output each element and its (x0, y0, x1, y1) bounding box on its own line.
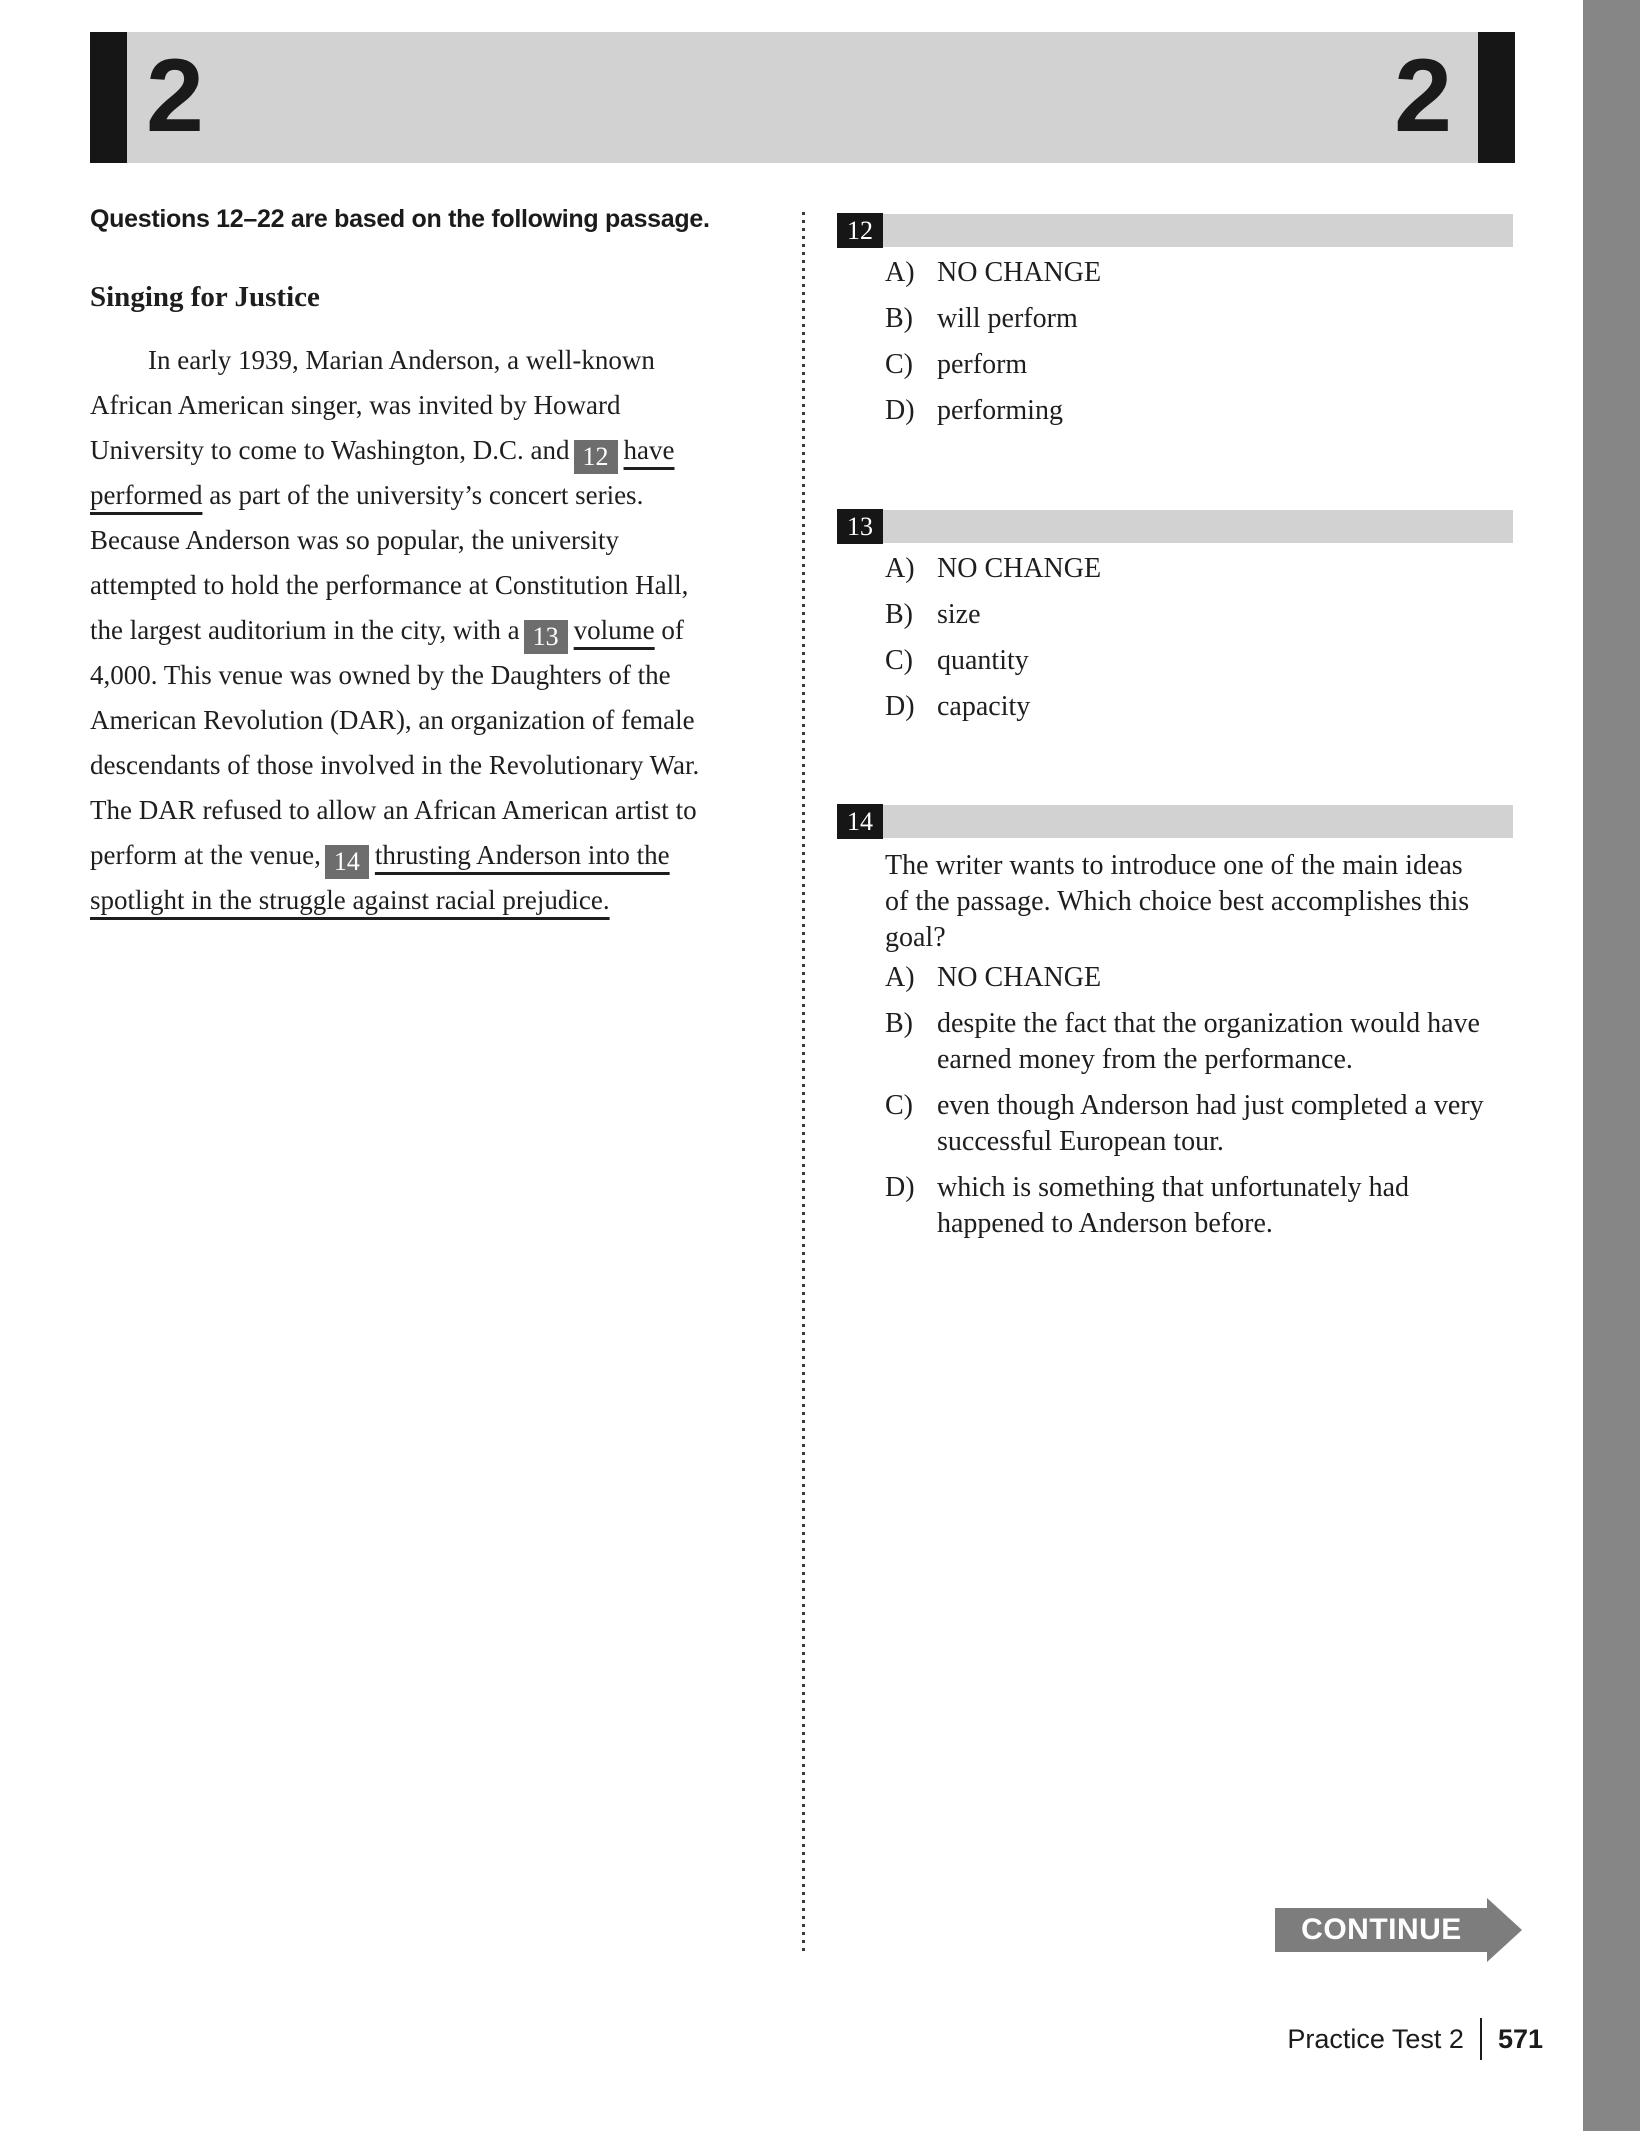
choice-text (937, 960, 1101, 996)
underlined-text: volume (573, 615, 655, 645)
choice-row (885, 347, 1513, 383)
right-black-tab (1478, 32, 1515, 163)
choice-row (885, 1006, 1513, 1078)
page-number: 571 (1497, 2024, 1543, 2054)
answer-choices (885, 255, 1513, 429)
choice-letter: A) (885, 962, 915, 993)
choice-row (885, 689, 1513, 725)
passage-line (90, 338, 699, 383)
choice-letter: B) (885, 1008, 913, 1039)
column-divider-dotted (802, 212, 805, 1953)
choice-text (937, 393, 1063, 429)
continue-label: CONTINUE (1301, 1913, 1462, 1946)
inline-ref-box-14: 14 (325, 845, 369, 879)
choice-row (885, 301, 1513, 337)
footer-label: Practice Test 2 (1287, 2024, 1464, 2054)
choice-text-line: NO CHANGE (937, 257, 1102, 288)
choice-text (937, 551, 1101, 587)
answer-choices (885, 960, 1513, 1242)
choice-text-line: NO CHANGE (937, 962, 1102, 993)
choice-text (937, 689, 1030, 725)
choice-text (937, 301, 1078, 337)
page-edge-strip (1583, 0, 1640, 2131)
choice-text-line: quantity (937, 645, 1029, 676)
choice-text (937, 1088, 1484, 1160)
passage-line (90, 743, 699, 788)
passage-text-segment: The DAR refused to allow an African American artist to (90, 795, 697, 825)
passage-text-segment: descendants of those involved in the Revolutionary War. (90, 750, 700, 780)
question-number-box: 13 (837, 509, 883, 544)
question-stem (885, 848, 1513, 956)
question-header-bar (837, 510, 1513, 543)
answer-choices (885, 551, 1513, 725)
continue-arrowhead-icon (1487, 1898, 1522, 1962)
choice-text-line: even though Anderson had just completed a very (937, 1090, 1484, 1121)
choice-letter: D) (885, 1172, 915, 1203)
left-black-tab (90, 32, 127, 163)
underlined-text: performed (90, 480, 203, 510)
page-footer (1143, 2018, 1543, 2060)
choice-text-line: NO CHANGE (937, 553, 1102, 584)
choice-text-line: successful European tour. (937, 1126, 1224, 1157)
choice-text (937, 1006, 1480, 1078)
passage-line (90, 428, 699, 473)
choice-letter: D) (885, 395, 915, 426)
passage-text-segment: 4,000. This venue was owned by the Daughters of the (90, 660, 671, 690)
choice-row (885, 960, 1513, 996)
question-stem-line: The writer wants to introduce one of the main ideas (885, 850, 1463, 881)
inline-ref-box-12: 12 (574, 440, 618, 474)
passage-line (90, 653, 699, 698)
passage-text-segment: attempted to hold the performance at Constitution Hall, (90, 570, 689, 600)
question-stem-line: of the passage. Which choice best accomplishes this (885, 886, 1470, 917)
choice-letter: B) (885, 599, 913, 630)
choice-text-line: will perform (937, 303, 1078, 334)
choice-text (937, 597, 981, 633)
questions-range-heading: Questions 12–22 are based on the following passage. (90, 205, 710, 233)
question-stem-line: goal? (885, 922, 946, 953)
passage-text-segment: Because Anderson was so popular, the university (90, 525, 620, 555)
choice-text-line: happened to Anderson before. (937, 1208, 1273, 1239)
question-12 (837, 214, 1513, 439)
passage-text-segment: African American singer, was invited by Howard (90, 390, 621, 420)
choice-row (885, 551, 1513, 587)
choice-text (937, 255, 1101, 291)
choice-row (885, 1170, 1513, 1242)
question-number-box: 12 (837, 213, 883, 248)
choice-row (885, 643, 1513, 679)
underlined-text: have (623, 435, 675, 465)
section-header-bar (90, 32, 1515, 163)
choice-row (885, 1088, 1513, 1160)
passage-line (90, 473, 699, 518)
question-13 (837, 510, 1513, 735)
choice-text-line: which is something that unfortunately had (937, 1172, 1410, 1203)
choice-letter: D) (885, 691, 915, 722)
passage-text (90, 338, 699, 923)
passage-text-segment: In early 1939, Marian Anderson, a well-known (148, 345, 655, 375)
choice-text-line: performing (937, 395, 1063, 426)
footer-divider (1480, 2018, 1482, 2060)
choice-row (885, 597, 1513, 633)
choice-text (937, 643, 1029, 679)
passage-text-segment: as part of the university’s concert series. (202, 480, 644, 510)
choice-text-line: capacity (937, 691, 1031, 722)
underlined-text: thrusting Anderson into the (374, 840, 670, 870)
passage-line (90, 878, 699, 923)
passage-text-segment: of (654, 615, 684, 645)
passage-text-segment: University to come to Washington, D.C. and (90, 435, 570, 465)
choice-letter: C) (885, 645, 913, 676)
continue-arrow (1275, 1908, 1488, 1952)
choice-letter: C) (885, 1090, 913, 1121)
passage-line (90, 383, 699, 428)
section-number-left: 2 (146, 38, 204, 154)
choice-letter: A) (885, 553, 915, 584)
passage-line (90, 608, 699, 653)
choice-letter: C) (885, 349, 913, 380)
passage-line (90, 518, 699, 563)
passage-text-segment: the largest auditorium in the city, with a (90, 615, 520, 645)
choice-letter: B) (885, 303, 913, 334)
passage-line (90, 833, 699, 878)
question-number-box: 14 (837, 804, 883, 839)
choice-text-line: size (937, 599, 981, 630)
underlined-text: spotlight in the struggle against racial prejudice. (90, 885, 610, 915)
choice-text-line: despite the fact that the organization would have (937, 1008, 1480, 1039)
choice-text-line: earned money from the performance. (937, 1044, 1353, 1075)
choice-text-line: perform (937, 349, 1028, 380)
passage-title: Singing for Justice (90, 281, 320, 313)
passage-line (90, 698, 699, 743)
passage-text-segment: American Revolution (DAR), an organization of female (90, 705, 695, 735)
choice-text (937, 347, 1027, 383)
passage-line (90, 788, 699, 833)
passage-line (90, 563, 699, 608)
question-14 (837, 805, 1513, 1252)
inline-ref-box-13: 13 (524, 620, 568, 654)
question-header-bar (837, 805, 1513, 838)
question-header-bar (837, 214, 1513, 247)
section-number-right: 2 (1394, 38, 1452, 154)
choice-text (937, 1170, 1409, 1242)
passage-text-segment: perform at the venue, (90, 840, 321, 870)
choice-row (885, 393, 1513, 429)
choice-row (885, 255, 1513, 291)
choice-letter: A) (885, 257, 915, 288)
